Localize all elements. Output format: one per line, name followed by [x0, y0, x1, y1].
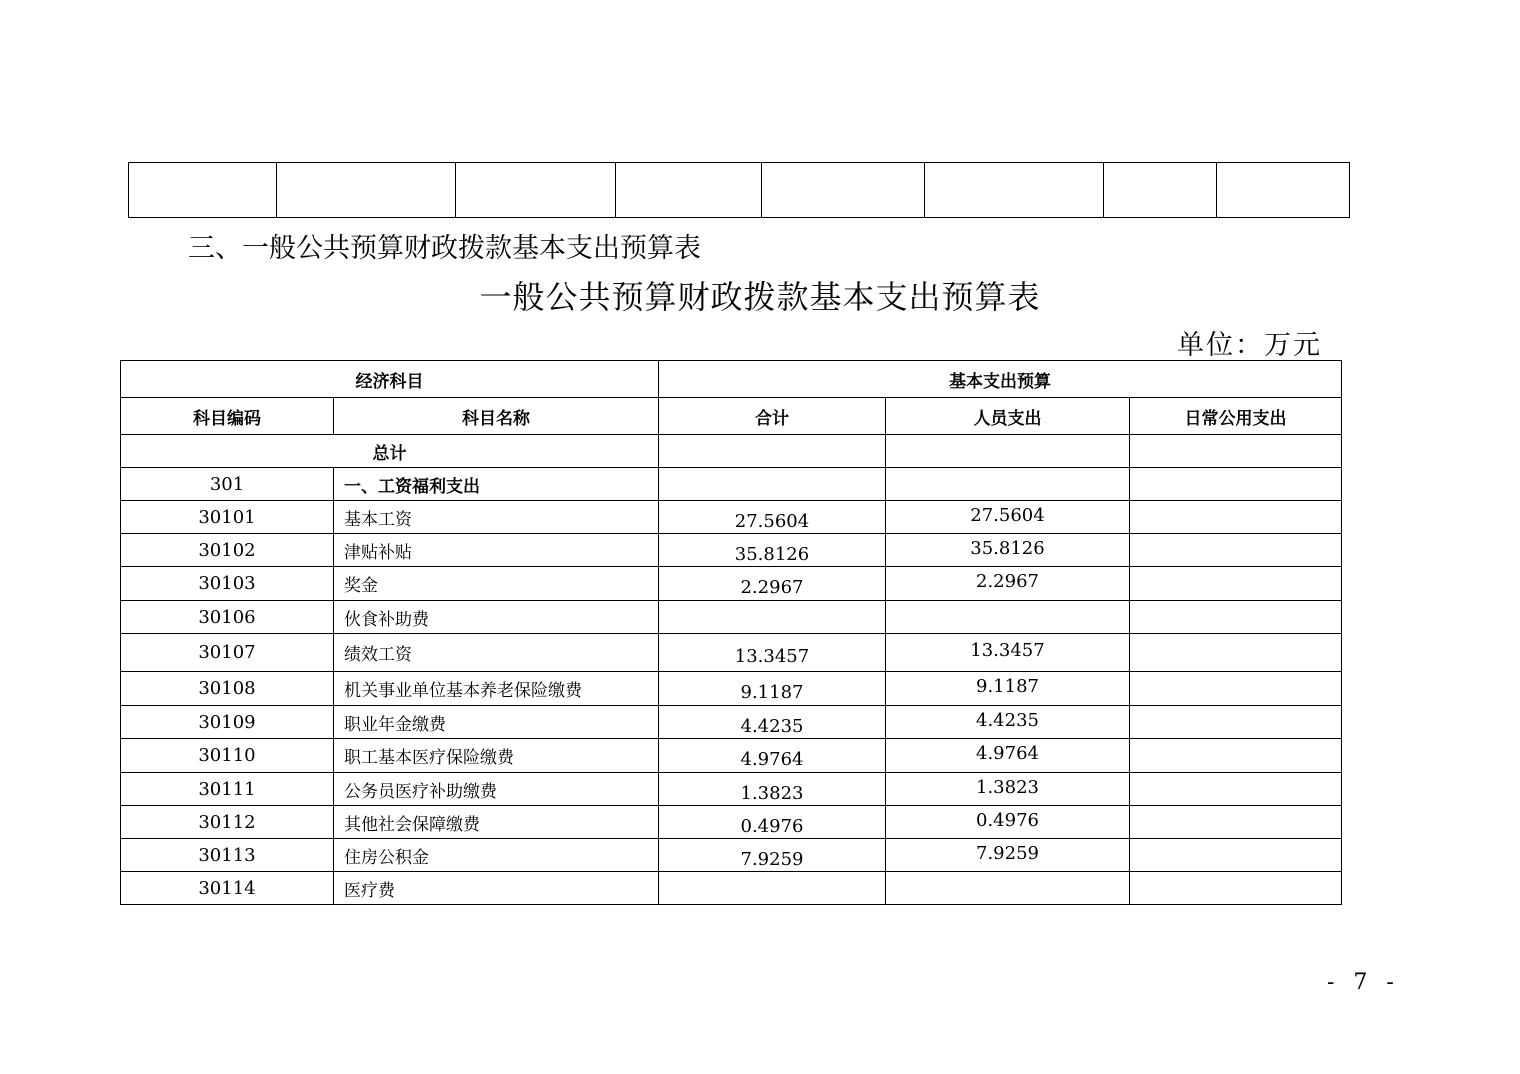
subject-name-text: 医疗费: [344, 880, 395, 901]
subject-code-text: 301: [209, 473, 245, 495]
total-amount: [659, 567, 886, 601]
personnel-amount-text: 7.9259: [976, 842, 1039, 864]
public-amount: [1130, 501, 1342, 534]
table-title: 一般公共预算财政拨款基本支出预算表: [479, 278, 1041, 316]
subject-code-text: 30109: [198, 711, 256, 733]
section-heading: 三、一般公共预算财政拨款基本支出预算表: [188, 233, 701, 264]
total-amount-text: 0.4976: [740, 815, 804, 837]
total-amount: [659, 601, 886, 634]
personnel-amount: [886, 806, 1130, 839]
personnel-amount-text: 35.8126: [970, 537, 1045, 559]
table-row: [121, 839, 1342, 872]
total-amount: [659, 634, 886, 672]
total-amount: [659, 501, 886, 534]
personnel-amount: [886, 534, 1130, 567]
subject-code-text: 30101: [198, 506, 256, 528]
total-amount: [659, 773, 886, 806]
total-row: [121, 435, 1342, 468]
subject-name-text: 其他社会保障缴费: [344, 814, 480, 835]
public-amount: [1130, 872, 1342, 905]
subject-code-text: 30102: [198, 539, 256, 561]
personnel-amount: [886, 672, 1130, 706]
table-row: [121, 534, 1342, 567]
total-amount-text: 7.9259: [740, 848, 804, 870]
empty-cell: [129, 163, 277, 218]
subject-code: [121, 839, 334, 872]
public-amount: [1130, 773, 1342, 806]
total-amount: [659, 468, 886, 501]
total-amount: [659, 706, 886, 739]
subject-name: [334, 872, 659, 905]
subject-code-text: 30113: [198, 844, 256, 866]
total-amount-text: 4.9764: [740, 749, 804, 770]
subject-name-text: 住房公积金: [344, 847, 429, 868]
personnel-amount: [886, 706, 1130, 739]
header-basic-budget: 基本支出预算: [659, 361, 1342, 398]
subject-code: [121, 872, 334, 905]
empty-cell: [277, 163, 456, 218]
previous-table-fragment: [128, 162, 1350, 218]
subject-name: [334, 739, 659, 773]
header-public: 日常公用支出: [1130, 398, 1342, 435]
budget-table: [120, 360, 1342, 905]
public-amount: [1130, 634, 1342, 672]
subject-code: [121, 706, 334, 739]
subject-code: [121, 739, 334, 773]
public-amount: [1130, 567, 1342, 601]
public-amount: [1130, 534, 1342, 567]
subject-name-text: 职业年金缴费: [344, 714, 446, 735]
subject-name-text: 公务员医疗补助缴费: [344, 781, 497, 802]
personnel-amount-text: 27.5604: [970, 504, 1045, 526]
total-value: [659, 435, 886, 468]
table-row: [121, 634, 1342, 672]
subject-code: [121, 634, 334, 672]
personnel-amount-text: 13.3457: [970, 640, 1045, 661]
subject-code: [121, 773, 334, 806]
public-amount: [1130, 706, 1342, 739]
header-name: 科目名称: [334, 398, 659, 435]
subject-name-text: 绩效工资: [344, 645, 412, 665]
personnel-amount: [886, 739, 1130, 773]
total-amount-text: 2.2967: [740, 577, 804, 598]
table-row: [121, 501, 1342, 534]
personnel-amount: [886, 872, 1130, 905]
personnel-amount: [886, 468, 1130, 501]
public-amount: [1130, 739, 1342, 773]
subject-name: [334, 501, 659, 534]
subject-code-text: 30110: [198, 745, 256, 766]
total-amount-text: 1.3823: [740, 782, 804, 804]
personnel-amount-text: 4.9764: [976, 743, 1039, 764]
subject-code: [121, 601, 334, 634]
personnel-amount: [886, 601, 1130, 634]
total-amount: [659, 672, 886, 706]
subject-name-text: 一、工资福利支出: [344, 476, 480, 497]
table-row: [121, 806, 1342, 839]
table-row: [121, 773, 1342, 806]
subject-code: [121, 468, 334, 501]
public-amount: [1130, 601, 1342, 634]
subject-code-text: 30114: [198, 877, 256, 899]
personnel-amount-text: 2.2967: [976, 571, 1039, 592]
header-economic-subject: 经济科目: [121, 361, 659, 398]
personnel-amount-text: 1.3823: [976, 776, 1039, 798]
subject-code-text: 30112: [198, 811, 256, 833]
subject-name: [334, 839, 659, 872]
page-number: - 7 -: [1327, 970, 1400, 995]
subject-name: [334, 706, 659, 739]
public-amount: [1130, 468, 1342, 501]
subject-name: [334, 468, 659, 501]
table-row: [121, 601, 1342, 634]
subject-name-text: 机关事业单位基本养老保险缴费: [344, 681, 582, 701]
subject-name: [334, 567, 659, 601]
personnel-amount: [886, 773, 1130, 806]
personnel-amount: [886, 501, 1130, 534]
total-label: 总计: [121, 435, 659, 468]
total-amount: [659, 872, 886, 905]
subject-name: [334, 672, 659, 706]
public-amount: [1130, 806, 1342, 839]
empty-cell: [762, 163, 925, 218]
personnel-amount: [886, 567, 1130, 601]
header-code: 科目编码: [121, 398, 334, 435]
table-row: [121, 468, 1342, 501]
personnel-amount: [886, 839, 1130, 872]
empty-cell: [1217, 163, 1350, 218]
total-amount-text: 9.1187: [740, 682, 804, 703]
total-amount: [659, 739, 886, 773]
subject-code: [121, 806, 334, 839]
table-row: [121, 706, 1342, 739]
total-amount: [659, 806, 886, 839]
subject-name-text: 津贴补贴: [344, 542, 412, 563]
total-amount-text: 35.8126: [734, 543, 810, 565]
personnel-amount-text: 4.4235: [976, 709, 1039, 731]
total-amount-text: 4.4235: [740, 715, 804, 737]
total-amount: [659, 534, 886, 567]
subject-code-text: 30108: [198, 678, 256, 699]
empty-cell: [616, 163, 762, 218]
total-amount-text: 27.5604: [734, 510, 810, 532]
total-personnel: [886, 435, 1130, 468]
header-total: 合计: [659, 398, 886, 435]
table-row: [121, 872, 1342, 905]
table-row: [121, 739, 1342, 773]
subject-name: [334, 806, 659, 839]
empty-cell: [925, 163, 1104, 218]
subject-code: [121, 567, 334, 601]
subject-name-text: 伙食补助费: [344, 609, 429, 630]
total-public: [1130, 435, 1342, 468]
subject-code: [121, 501, 334, 534]
subject-name: [334, 601, 659, 634]
total-amount-text: 13.3457: [734, 646, 810, 667]
subject-name: [334, 634, 659, 672]
personnel-amount: [886, 634, 1130, 672]
empty-cell: [456, 163, 616, 218]
subject-name-text: 职工基本医疗保险缴费: [344, 748, 514, 768]
subject-code-text: 30107: [198, 642, 256, 663]
subject-name: [334, 773, 659, 806]
empty-cell: [1104, 163, 1217, 218]
personnel-amount-text: 0.4976: [976, 809, 1039, 831]
header-group-row: [121, 361, 1342, 398]
public-amount: [1130, 672, 1342, 706]
public-amount: [1130, 839, 1342, 872]
subject-code-text: 30111: [198, 778, 256, 800]
header-personnel: 人员支出: [886, 398, 1130, 435]
subject-name: [334, 534, 659, 567]
subject-code-text: 30106: [198, 606, 256, 628]
unit-label: 单位：万元: [1177, 330, 1322, 361]
subject-code: [121, 534, 334, 567]
table-row: [121, 672, 1342, 706]
subject-code: [121, 672, 334, 706]
subject-name-text: 奖金: [344, 576, 378, 596]
total-amount: [659, 839, 886, 872]
table-row: [121, 567, 1342, 601]
subject-code-text: 30103: [198, 573, 256, 594]
subject-name-text: 基本工资: [344, 509, 412, 530]
personnel-amount-text: 9.1187: [976, 676, 1039, 697]
header-column-row: [121, 398, 1342, 435]
